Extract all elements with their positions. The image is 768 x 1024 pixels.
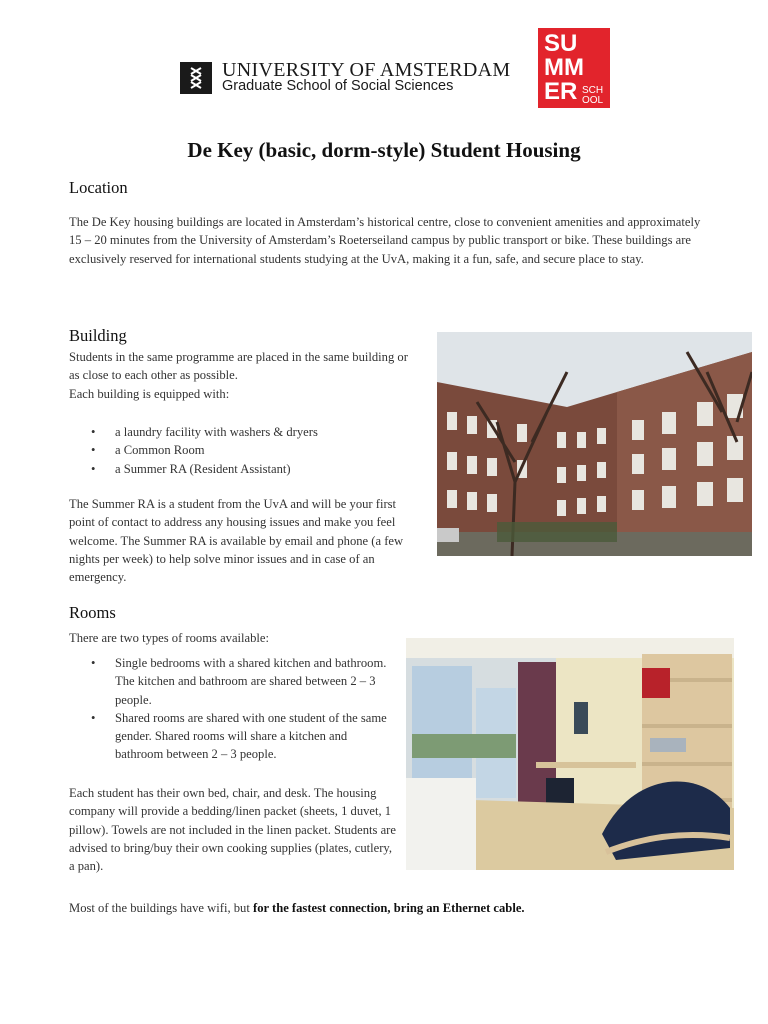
rooms-intro: There are two types of rooms available: (69, 631, 270, 645)
list-item: • Single bedrooms with a shared kitchen and bathroom. The kitchen and bathroom are shared between 2 – 3 people. (69, 654, 391, 709)
list-item: • a Common Room (69, 441, 414, 459)
rooms-details: Each student has their own bed, chair, and desk. The housing company will provide a bedding/linen packet (sheets, 1 duvet, 1 pillow). Towels are not included in the linen packet. Students are advised to bring/buy their own cooking supplies (plates, cutlery, a pan). (69, 786, 396, 874)
building-amenities-list (69, 423, 414, 478)
rooms-heading: Rooms (69, 603, 116, 622)
summer-logo-text: SU (544, 30, 578, 57)
summer-school-logo (538, 28, 610, 108)
building-intro: Students in the same programme are placed in the same building or as close to each other as possible. (69, 350, 408, 383)
summer-logo-text: MM (544, 54, 584, 81)
wifi-note-emphasis: for the fastest connection, bring an Ethernet cable. (253, 901, 525, 915)
uva-name: UNIVERSITY OF AMSTERDAM (222, 59, 511, 81)
summer-logo-subtext: SCH (582, 85, 604, 96)
building-heading: Building (69, 326, 127, 345)
uva-subtitle: Graduate School of Social Sciences (222, 78, 454, 94)
list-item: • a Summer RA (Resident Assistant) (69, 460, 414, 478)
page-title: De Key (basic, dorm-style) Student Housing (187, 138, 581, 162)
room-photo (406, 638, 734, 870)
wifi-note (69, 899, 709, 917)
room-types-list (69, 654, 391, 764)
summer-logo-subtext: OOL (582, 95, 604, 106)
location-text: The De Key housing buildings are located in Amsterdam’s historical centre, close to convenient amenities and approximately 15 – 20 minutes from the University of Amsterdam’s Roeterseiland campus by public transport or bike. These buildings are exclusively reserved for international students studying at the UvA, making it a fun, safe, and secure place to stay. (69, 215, 701, 266)
wifi-note-text: Most of the buildings have wifi, but (69, 901, 253, 915)
building-photo (437, 332, 752, 556)
uva-logo-icon (180, 62, 212, 94)
building-equipped: Each building is equipped with: (69, 387, 230, 401)
location-heading: Location (69, 178, 128, 197)
list-item: • a laundry facility with washers & dryers (69, 423, 414, 441)
list-item: • Shared rooms are shared with one student of the same gender. Shared rooms will share a kitchen and bathroom between 2 – 3 people. (69, 709, 391, 764)
ra-text: The Summer RA is a student from the UvA and will be your first point of contact to address any housing issues and make you feel welcome. The Summer RA is available by email and phone (a few nights per week) to help solve minor issues and in case of an emergency. (69, 497, 404, 585)
summer-logo-text: ER (544, 78, 578, 105)
